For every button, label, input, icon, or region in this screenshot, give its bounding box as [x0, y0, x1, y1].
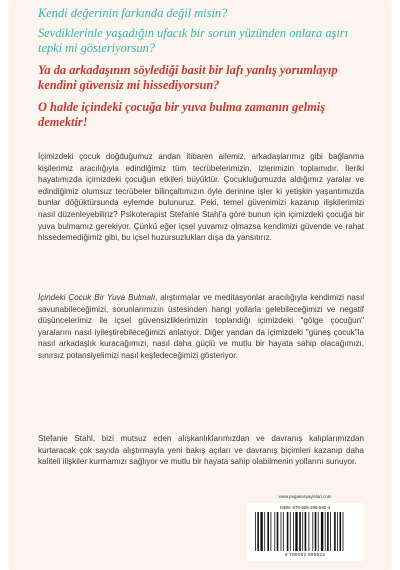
publisher-url: www.pegasusyayinlari.com: [278, 494, 332, 499]
question-4: O halde içindeki çocuğa bir yuva bulma zamanın gelmiş demektir!: [38, 100, 326, 129]
description-paragraph-2-body: , alıştırmalar ve meditasyonlar aracılığıyla kendimizi nasıl savunabileceğimizi, sorunlarımızın üstesinden hangi yollarla gelebileceğimizi ve negatif düşüncelerimiz ile içsel güvensizliklerimizin toplandığı içimizdeki "gölge çocuğun" yaralarını nasıl iyileştirebileceğimizi anlatıyor. Diğer yandan da içimizdeki "güneş çocuk"la nasıl arkadaşlık kuracağımızı, nasıl daha güçlü ve mutlu bir hayata sahip olacağımızı, sınırsız potansiyelimizi nasıl keşfedeceğimizi gösteriyor.: [38, 293, 364, 360]
barcode-box: [247, 503, 363, 561]
book-title-inline: İçindeki Çocuk Bir Yuva Bulmalı: [38, 293, 156, 302]
barcode-digits: 9 786052 995924: [284, 552, 326, 557]
question-1: Kendi değerinin farkında değil misin?: [38, 6, 228, 20]
description-paragraph-2: [38, 292, 364, 362]
question-3: Ya da arkadaşının söylediği basit bir lafı yanlış yorumlayıp kendini güvensiz mi hissediyorsun?: [38, 63, 338, 92]
book-back-cover: [10, 0, 390, 570]
description-paragraph-1: İçimizdeki çocuk doğduğumuz andan itibaren ailemiz, arkadaşlarımız gibi bağlanma kişilerimiz aracılığıyla edindiğimiz tüm tecrübelerimizin, izlerimizin toplamıdır. İleriki hayatımızda içimizdeki çocuğun etkileri büyüktür. Çocukluğumuzda aldığımız yaralar ve edindiğimiz olumsuz tecrübeler bilinçaltımızın öyle derinine işler ki yetişkin yaşantımızda bunlar döğüktürsunda eylemde bulunuruz. Peki, temel güvenimizi kazanıp ilişkilerimizi nasıl düzenleyebiliriz? Psikoterapist Stefanie Stahl'a göre bunun için içimizdeki çocuğa bir yuva bulmamız gerekiyor. Çünkü eğer içsel yuvamız olmazsa kendimizi güvende ve rahat hissedemediğimiz gibi, bu içsel huzursuzlukları dışa da yansıtırız.: [38, 152, 364, 243]
description-paragraph-3: Stefanie Stahl, bizi mutsuz eden alışkanlıklarımızdan ve davranış kalıplarımızdan kurtaracak çok sayıda alıştırmayla yeni bakış açıları ve davranış biçimleri kazanıp daha kaliteli ilişkiler kurmamızı sağlıyor ve mutlu bir hayata sahip olabilmenin yollarını sunuyor.: [38, 434, 364, 467]
question-2: Sevdiklerinle yaşadığın ufacık bir sorun yüzünden onlara aşırı tepki mi gösteriyorsun?: [38, 26, 349, 55]
barcode-graphic: [253, 512, 357, 551]
isbn-label: ISBN: 978-605-299-592-4: [279, 505, 331, 510]
